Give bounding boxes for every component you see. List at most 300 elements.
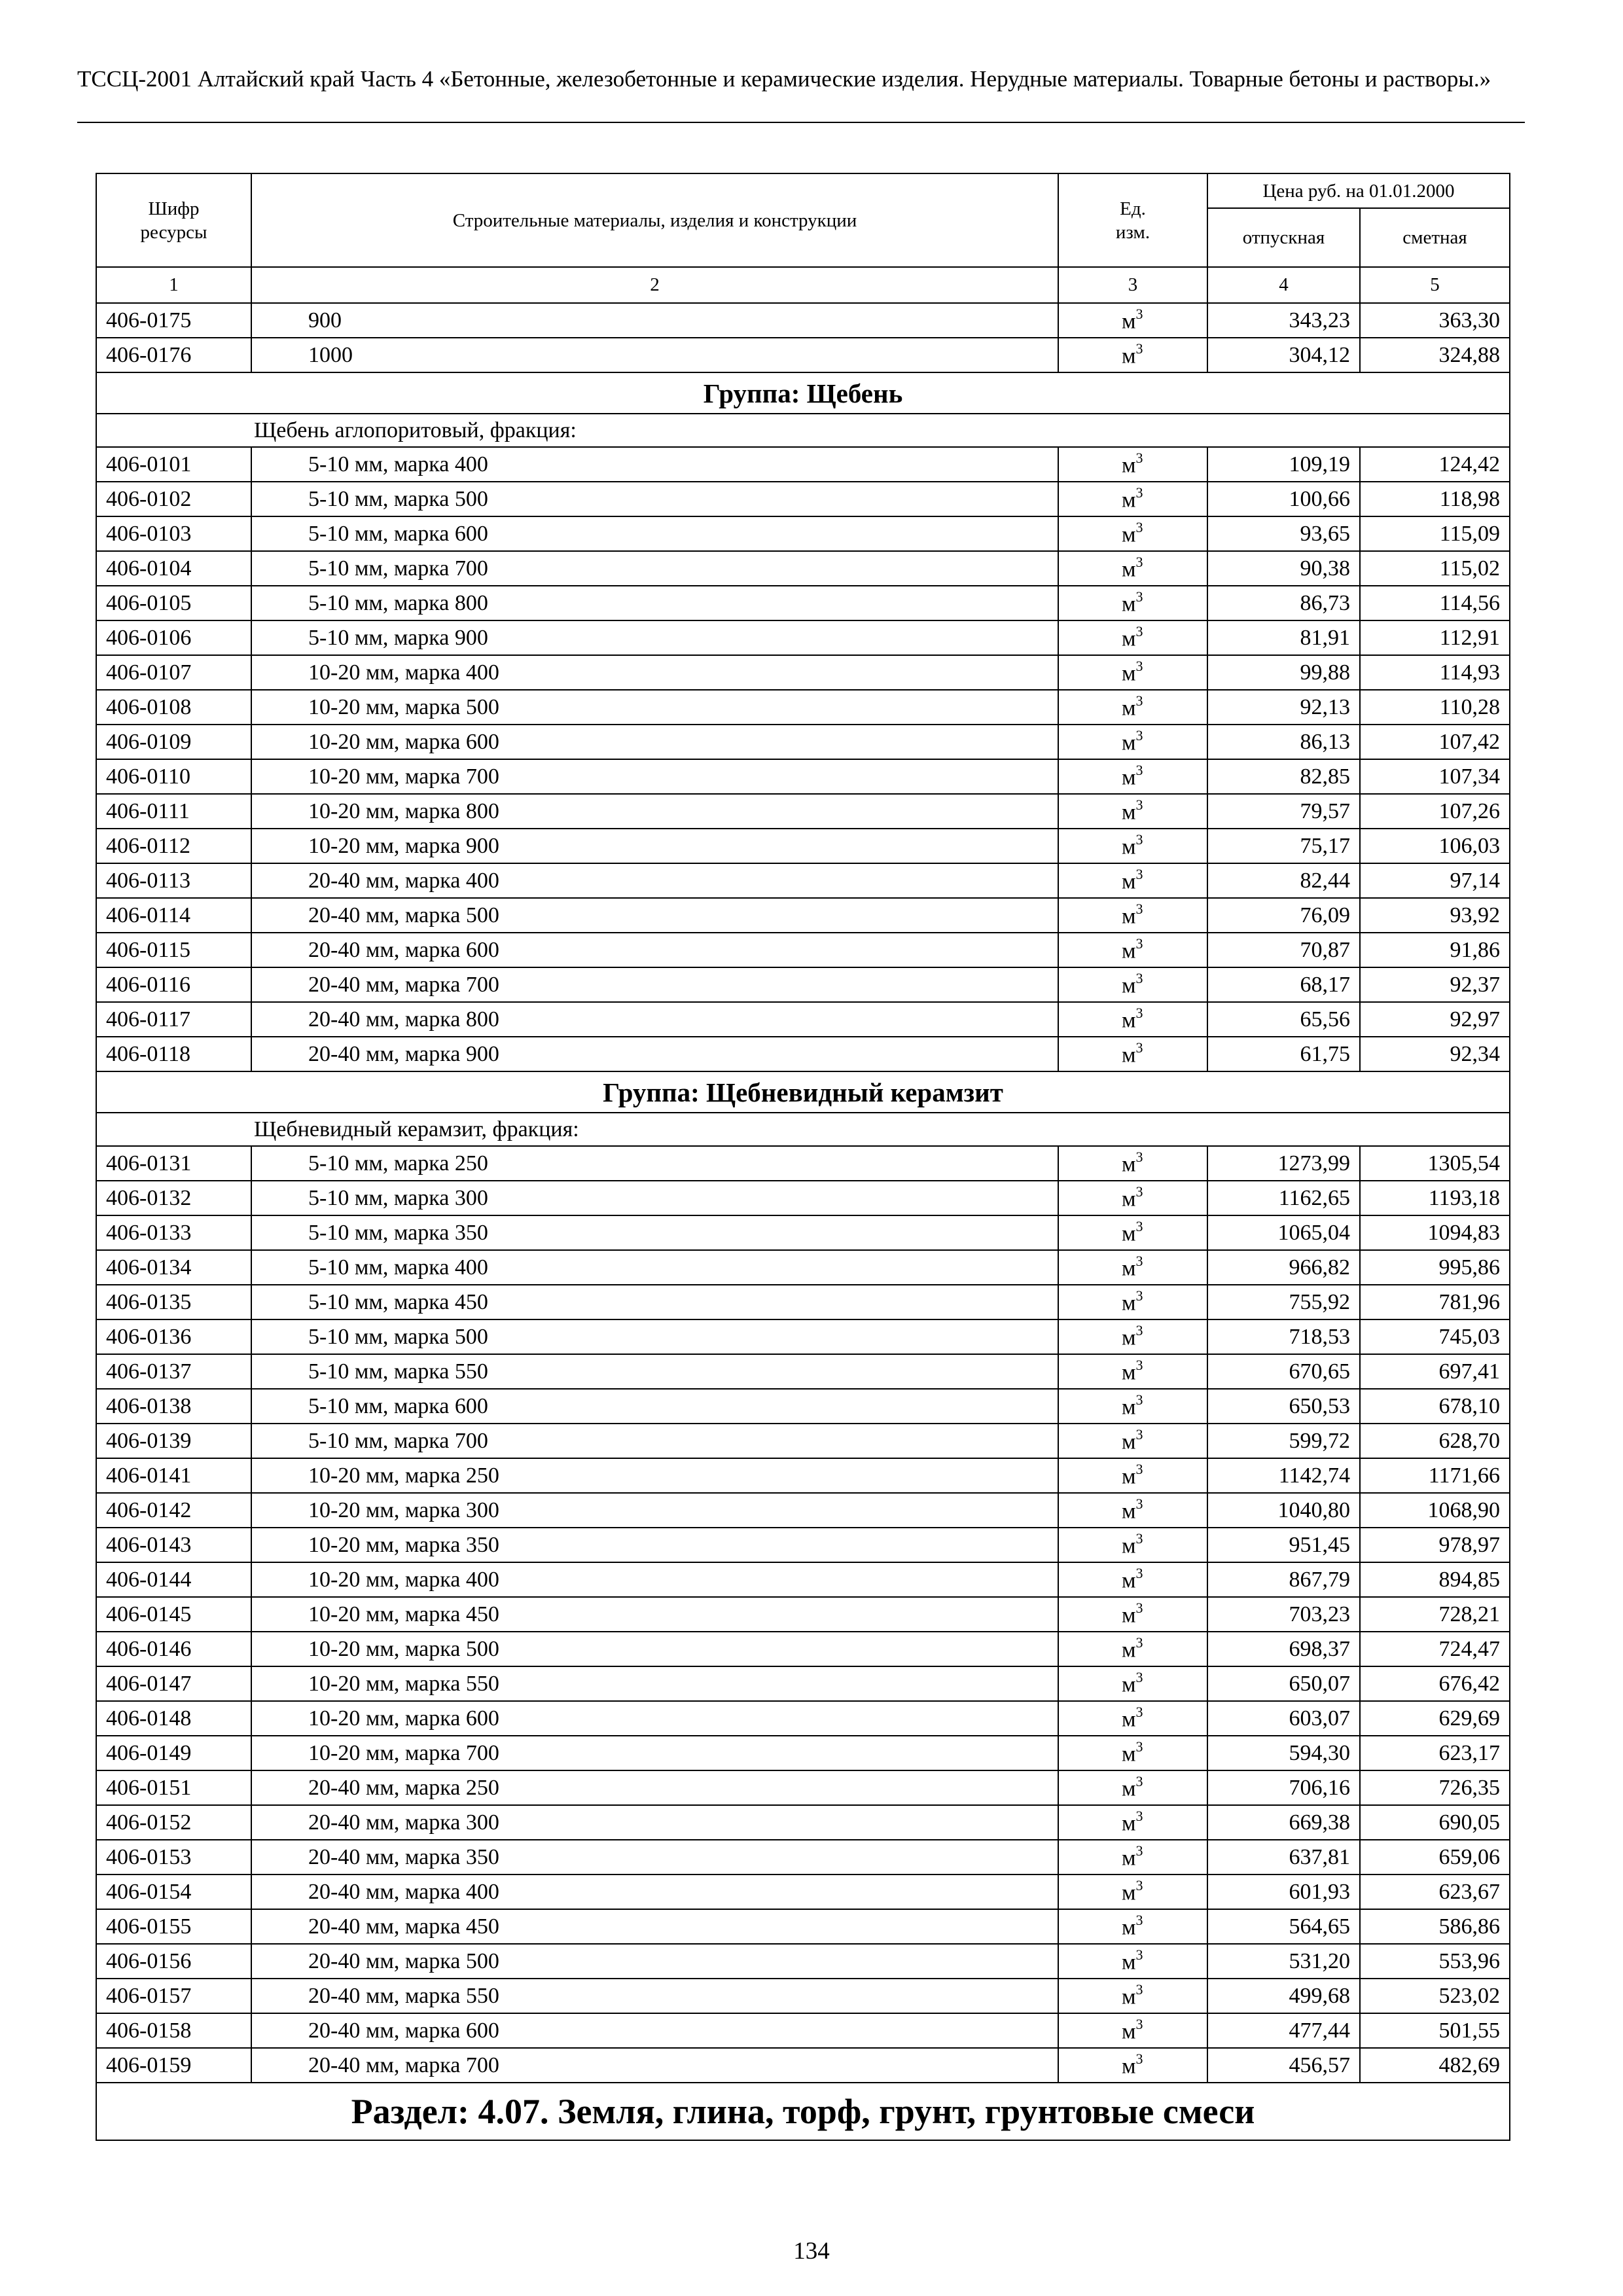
estimate-price: 697,41 [1360, 1354, 1510, 1389]
table-row [96, 1909, 1510, 1944]
estimate-price: 781,96 [1360, 1285, 1510, 1319]
resource-code: 406-0101 [96, 447, 251, 482]
unit-text: м [1122, 1984, 1136, 2009]
unit-cell [1058, 1037, 1207, 1071]
table-row [96, 1285, 1510, 1319]
resource-code: 406-0159 [96, 2048, 251, 2083]
resource-name: 10-20 мм, марка 400 [251, 1562, 1058, 1597]
unit-superscript: 3 [1135, 657, 1143, 674]
estimate-price: 724,47 [1360, 1632, 1510, 1666]
unit-text: м [1122, 1846, 1136, 1871]
resource-name: 10-20 мм, марка 500 [251, 690, 1058, 725]
unit-text: м [1122, 661, 1136, 686]
unit-superscript: 3 [1135, 1772, 1143, 1789]
unit-text: м [1122, 1291, 1136, 1316]
release-price: 343,23 [1207, 303, 1360, 338]
resource-name: 20-40 мм, марка 550 [251, 1979, 1058, 2013]
unit-superscript: 3 [1135, 484, 1143, 501]
release-price: 669,38 [1207, 1805, 1360, 1840]
estimate-price: 110,28 [1360, 690, 1510, 725]
column-number: 4 [1207, 267, 1360, 303]
estimate-price: 115,09 [1360, 516, 1510, 551]
unit-superscript: 3 [1135, 1738, 1143, 1755]
unit-cell [1058, 725, 1207, 759]
estimate-price: 1193,18 [1360, 1181, 1510, 1215]
unit-text: м [1122, 1187, 1136, 1211]
unit-superscript: 3 [1135, 1876, 1143, 1893]
unit-cell [1058, 1909, 1207, 1944]
unit-cell [1058, 1874, 1207, 1909]
release-price: 601,93 [1207, 1874, 1360, 1909]
resource-code: 406-0145 [96, 1597, 251, 1632]
unit-cell [1058, 2013, 1207, 2048]
header-release-price: отпускная [1207, 208, 1360, 267]
unit-text: м [1122, 1256, 1136, 1281]
unit-text: м [1122, 1811, 1136, 1836]
resource-code: 406-0118 [96, 1037, 251, 1071]
release-price: 698,37 [1207, 1632, 1360, 1666]
resource-code: 406-0137 [96, 1354, 251, 1389]
unit-superscript: 3 [1135, 1807, 1143, 1824]
resource-name: 5-10 мм, марка 500 [251, 482, 1058, 516]
resource-code: 406-0152 [96, 1805, 251, 1840]
unit-superscript: 3 [1135, 1703, 1143, 1720]
unit-text: м [1122, 1043, 1136, 1067]
table-row [96, 1493, 1510, 1528]
estimate-price: 623,17 [1360, 1736, 1510, 1770]
unit-text: м [1122, 1534, 1136, 1558]
section-heading: Раздел: 4.07. Земля, глина, торф, грунт, грунтовые смеси [96, 2083, 1510, 2140]
release-price: 99,88 [1207, 655, 1360, 690]
release-price: 1273,99 [1207, 1146, 1360, 1181]
table-row [96, 794, 1510, 829]
unit-text: м [1122, 765, 1136, 790]
release-price: 1040,80 [1207, 1493, 1360, 1528]
unit-text: м [1122, 973, 1136, 998]
unit-text: м [1122, 1008, 1136, 1033]
unit-cell [1058, 759, 1207, 794]
estimate-price: 363,30 [1360, 303, 1510, 338]
resource-name: 10-20 мм, марка 500 [251, 1632, 1058, 1666]
header-name: Строительные материалы, изделия и конструкции [251, 173, 1058, 267]
release-price: 599,72 [1207, 1424, 1360, 1458]
release-price: 603,07 [1207, 1701, 1360, 1736]
resource-code: 406-0109 [96, 725, 251, 759]
unit-text: м [1122, 1499, 1136, 1524]
resource-code: 406-0115 [96, 933, 251, 967]
unit-cell [1058, 1632, 1207, 1666]
release-price: 304,12 [1207, 338, 1360, 372]
unit-cell [1058, 1181, 1207, 1215]
resource-name: 10-20 мм, марка 700 [251, 759, 1058, 794]
unit-cell [1058, 1597, 1207, 1632]
unit-cell [1058, 898, 1207, 933]
table-row [96, 655, 1510, 690]
column-number: 1 [96, 267, 251, 303]
estimate-price: 106,03 [1360, 829, 1510, 863]
resource-code: 406-0139 [96, 1424, 251, 1458]
unit-cell [1058, 794, 1207, 829]
table-row [96, 1458, 1510, 1493]
estimate-price: 115,02 [1360, 551, 1510, 586]
resource-name: 900 [251, 303, 1058, 338]
resource-code: 406-0154 [96, 1874, 251, 1909]
unit-superscript: 3 [1135, 622, 1143, 639]
estimate-price: 118,98 [1360, 482, 1510, 516]
resource-name: 20-40 мм, марка 400 [251, 1874, 1058, 1909]
release-price: 90,38 [1207, 551, 1360, 586]
unit-text: м [1122, 1776, 1136, 1801]
unit-text: м [1122, 453, 1136, 478]
unit-text: м [1122, 522, 1136, 547]
unit-superscript: 3 [1135, 969, 1143, 986]
unit-superscript: 3 [1135, 692, 1143, 709]
unit-text: м [1122, 1603, 1136, 1628]
table-row [96, 1736, 1510, 1770]
unit-superscript: 3 [1135, 1004, 1143, 1021]
resource-name: 5-10 мм, марка 450 [251, 1285, 1058, 1319]
resource-name: 20-40 мм, марка 600 [251, 2013, 1058, 2048]
unit-cell [1058, 1979, 1207, 2013]
resource-code: 406-0141 [96, 1458, 251, 1493]
unit-text: м [1122, 800, 1136, 825]
unit-superscript: 3 [1135, 553, 1143, 570]
unit-text: м [1122, 626, 1136, 651]
resource-name: 5-10 мм, марка 300 [251, 1181, 1058, 1215]
unit-superscript: 3 [1135, 1148, 1143, 1165]
unit-text: м [1122, 1464, 1136, 1489]
resource-name: 20-40 мм, марка 250 [251, 1770, 1058, 1805]
release-price: 65,56 [1207, 1002, 1360, 1037]
unit-text: м [1122, 696, 1136, 721]
estimate-price: 92,37 [1360, 967, 1510, 1002]
release-price: 82,44 [1207, 863, 1360, 898]
release-price: 637,81 [1207, 1840, 1360, 1874]
unit-superscript: 3 [1135, 340, 1143, 357]
resource-code: 406-0148 [96, 1701, 251, 1736]
resource-name: 20-40 мм, марка 400 [251, 863, 1058, 898]
header-estimate-price: сметная [1360, 208, 1510, 267]
release-price: 76,09 [1207, 898, 1360, 933]
unit-superscript: 3 [1135, 1183, 1143, 1200]
unit-cell [1058, 967, 1207, 1002]
resource-name: 20-40 мм, марка 800 [251, 1002, 1058, 1037]
unit-superscript: 3 [1135, 1217, 1143, 1234]
table-row [96, 1146, 1510, 1181]
unit-text: м [1122, 1568, 1136, 1593]
resource-name: 10-20 мм, марка 300 [251, 1493, 1058, 1528]
resource-name: 10-20 мм, марка 250 [251, 1458, 1058, 1493]
resource-code: 406-0157 [96, 1979, 251, 2013]
unit-superscript: 3 [1135, 1981, 1143, 1998]
resource-name: 5-10 мм, марка 400 [251, 1250, 1058, 1285]
resource-code: 406-0105 [96, 586, 251, 620]
resource-code: 406-0146 [96, 1632, 251, 1666]
resource-name: 5-10 мм, марка 400 [251, 447, 1058, 482]
release-price: 1162,65 [1207, 1181, 1360, 1215]
unit-superscript: 3 [1135, 935, 1143, 952]
release-price: 706,16 [1207, 1770, 1360, 1805]
unit-cell [1058, 551, 1207, 586]
table-row [96, 690, 1510, 725]
resource-name: 5-10 мм, марка 600 [251, 1389, 1058, 1424]
release-price: 564,65 [1207, 1909, 1360, 1944]
resource-code: 406-0138 [96, 1389, 251, 1424]
resource-code: 406-0131 [96, 1146, 251, 1181]
resource-code: 406-0117 [96, 1002, 251, 1037]
estimate-price: 678,10 [1360, 1389, 1510, 1424]
table-row [96, 1389, 1510, 1424]
header-rule [77, 122, 1525, 123]
column-number-row [96, 267, 1510, 303]
table-row [96, 516, 1510, 551]
table-row [96, 1597, 1510, 1632]
unit-cell [1058, 516, 1207, 551]
column-number: 3 [1058, 267, 1207, 303]
estimate-price: 1068,90 [1360, 1493, 1510, 1528]
table-row [96, 1666, 1510, 1701]
release-price: 75,17 [1207, 829, 1360, 863]
unit-cell [1058, 1319, 1207, 1354]
resource-name: 20-40 мм, марка 500 [251, 898, 1058, 933]
page-number: 134 [793, 2238, 830, 2265]
table-row [96, 1770, 1510, 1805]
unit-superscript: 3 [1135, 831, 1143, 848]
release-price: 82,85 [1207, 759, 1360, 794]
unit-cell [1058, 1285, 1207, 1319]
estimate-price: 91,86 [1360, 933, 1510, 967]
resource-name: 20-40 мм, марка 700 [251, 2048, 1058, 2083]
table-row [96, 586, 1510, 620]
unit-cell [1058, 1250, 1207, 1285]
resource-name: 1000 [251, 338, 1058, 372]
estimate-price: 586,86 [1360, 1909, 1510, 1944]
unit-text: м [1122, 1638, 1136, 1662]
resource-name: 10-20 мм, марка 400 [251, 655, 1058, 690]
unit-cell [1058, 2048, 1207, 2083]
resource-code: 406-0103 [96, 516, 251, 551]
table-row [96, 482, 1510, 516]
release-price: 670,65 [1207, 1354, 1360, 1389]
column-number: 2 [251, 267, 1058, 303]
table-header-row [96, 173, 1510, 208]
resource-name: 5-10 мм, марка 700 [251, 551, 1058, 586]
estimate-price: 92,97 [1360, 1002, 1510, 1037]
unit-cell [1058, 933, 1207, 967]
release-price: 718,53 [1207, 1319, 1360, 1354]
resource-name: 5-10 мм, марка 900 [251, 620, 1058, 655]
subgroup-row [96, 1113, 1510, 1146]
resource-code: 406-0107 [96, 655, 251, 690]
table-row [96, 551, 1510, 586]
table-row [96, 2048, 1510, 2083]
unit-superscript: 3 [1135, 1039, 1143, 1056]
resource-code: 406-0132 [96, 1181, 251, 1215]
subgroup-row [96, 414, 1510, 447]
unit-text: м [1122, 834, 1136, 859]
release-price: 867,79 [1207, 1562, 1360, 1597]
estimate-price: 894,85 [1360, 1562, 1510, 1597]
unit-text: м [1122, 1152, 1136, 1177]
unit-text: м [1122, 2019, 1136, 2044]
resource-name: 20-40 мм, марка 700 [251, 967, 1058, 1002]
resource-name: 10-20 мм, марка 800 [251, 794, 1058, 829]
release-price: 79,57 [1207, 794, 1360, 829]
unit-cell [1058, 655, 1207, 690]
unit-text: м [1122, 1672, 1136, 1697]
release-price: 951,45 [1207, 1528, 1360, 1562]
unit-cell [1058, 863, 1207, 898]
resource-code: 406-0104 [96, 551, 251, 586]
table-body [96, 173, 1510, 2140]
unit-cell [1058, 690, 1207, 725]
resource-code: 406-0143 [96, 1528, 251, 1562]
unit-superscript: 3 [1135, 1287, 1143, 1304]
unit-cell [1058, 1424, 1207, 1458]
unit-superscript: 3 [1135, 1252, 1143, 1269]
unit-text: м [1122, 1707, 1136, 1732]
unit-cell [1058, 829, 1207, 863]
unit-superscript: 3 [1135, 1946, 1143, 1963]
table-row [96, 2013, 1510, 2048]
unit-cell [1058, 586, 1207, 620]
table-row [96, 620, 1510, 655]
estimate-price: 745,03 [1360, 1319, 1510, 1354]
resource-name: 10-20 мм, марка 350 [251, 1528, 1058, 1562]
unit-superscript: 3 [1135, 588, 1143, 605]
release-price: 92,13 [1207, 690, 1360, 725]
estimate-price: 1094,83 [1360, 1215, 1510, 1250]
unit-text: м [1122, 1950, 1136, 1975]
resource-code: 406-0151 [96, 1770, 251, 1805]
unit-cell [1058, 1528, 1207, 1562]
resource-code: 406-0106 [96, 620, 251, 655]
resource-code: 406-0147 [96, 1666, 251, 1701]
resource-name: 20-40 мм, марка 600 [251, 933, 1058, 967]
estimate-price: 995,86 [1360, 1250, 1510, 1285]
table-row [96, 863, 1510, 898]
estimate-price: 114,93 [1360, 655, 1510, 690]
table-row [96, 1632, 1510, 1666]
table-row [96, 967, 1510, 1002]
unit-text: м [1122, 1221, 1136, 1246]
resource-code: 406-0142 [96, 1493, 251, 1528]
unit-cell [1058, 1736, 1207, 1770]
unit-cell [1058, 1215, 1207, 1250]
unit-superscript: 3 [1135, 1321, 1143, 1338]
table-row [96, 1840, 1510, 1874]
unit-cell [1058, 447, 1207, 482]
resource-code: 406-0158 [96, 2013, 251, 2048]
resource-name: 5-10 мм, марка 350 [251, 1215, 1058, 1250]
unit-text: м [1122, 1395, 1136, 1420]
unit-cell [1058, 1146, 1207, 1181]
unit-cell [1058, 1770, 1207, 1805]
unit-superscript: 3 [1135, 2050, 1143, 2067]
estimate-price: 112,91 [1360, 620, 1510, 655]
estimate-price: 690,05 [1360, 1805, 1510, 1840]
resource-code: 406-0156 [96, 1944, 251, 1979]
resource-name: 5-10 мм, марка 500 [251, 1319, 1058, 1354]
resource-name: 10-20 мм, марка 600 [251, 725, 1058, 759]
unit-superscript: 3 [1135, 518, 1143, 535]
release-price: 966,82 [1207, 1250, 1360, 1285]
estimate-price: 726,35 [1360, 1770, 1510, 1805]
table-row [96, 1037, 1510, 1071]
subgroup-label: Щебень аглопоритовый, фракция: [96, 414, 1510, 447]
unit-text: м [1122, 730, 1136, 755]
resource-name: 5-10 мм, марка 250 [251, 1146, 1058, 1181]
unit-superscript: 3 [1135, 1599, 1143, 1616]
unit-superscript: 3 [1135, 305, 1143, 322]
table-row [96, 1002, 1510, 1037]
unit-cell [1058, 1666, 1207, 1701]
table-row [96, 1181, 1510, 1215]
unit-superscript: 3 [1135, 900, 1143, 917]
resource-name: 5-10 мм, марка 600 [251, 516, 1058, 551]
table-row [96, 303, 1510, 338]
unit-superscript: 3 [1135, 1391, 1143, 1408]
estimate-price: 107,42 [1360, 725, 1510, 759]
estimate-price: 523,02 [1360, 1979, 1510, 2013]
release-price: 70,87 [1207, 933, 1360, 967]
release-price: 109,19 [1207, 447, 1360, 482]
resource-name: 10-20 мм, марка 900 [251, 829, 1058, 863]
resource-price-table [96, 173, 1510, 2141]
resource-name: 5-10 мм, марка 550 [251, 1354, 1058, 1389]
estimate-price: 107,34 [1360, 759, 1510, 794]
unit-cell [1058, 1389, 1207, 1424]
estimate-price: 629,69 [1360, 1701, 1510, 1736]
resource-code: 406-0155 [96, 1909, 251, 1944]
resource-code: 406-0134 [96, 1250, 251, 1285]
release-price: 531,20 [1207, 1944, 1360, 1979]
unit-text: м [1122, 488, 1136, 512]
unit-cell [1058, 1562, 1207, 1597]
estimate-price: 324,88 [1360, 338, 1510, 372]
release-price: 1142,74 [1207, 1458, 1360, 1493]
table-row [96, 1354, 1510, 1389]
release-price: 81,91 [1207, 620, 1360, 655]
group-heading-row [96, 1071, 1510, 1113]
release-price: 477,44 [1207, 2013, 1360, 2048]
estimate-price: 114,56 [1360, 586, 1510, 620]
resource-code: 406-0175 [96, 303, 251, 338]
unit-cell [1058, 303, 1207, 338]
estimate-price: 97,14 [1360, 863, 1510, 898]
table-row [96, 1701, 1510, 1736]
unit-text: м [1122, 939, 1136, 963]
estimate-price: 92,34 [1360, 1037, 1510, 1071]
release-price: 68,17 [1207, 967, 1360, 1002]
header-code: Шифр ресурсы [96, 173, 251, 267]
resource-name: 20-40 мм, марка 450 [251, 1909, 1058, 1944]
estimate-price: 124,42 [1360, 447, 1510, 482]
table-row [96, 933, 1510, 967]
release-price: 61,75 [1207, 1037, 1360, 1071]
unit-cell [1058, 1805, 1207, 1840]
unit-superscript: 3 [1135, 865, 1143, 882]
unit-cell [1058, 1493, 1207, 1528]
unit-superscript: 3 [1135, 1634, 1143, 1651]
resource-code: 406-0102 [96, 482, 251, 516]
resource-code: 406-0135 [96, 1285, 251, 1319]
section-heading-row [96, 2083, 1510, 2140]
resource-code: 406-0133 [96, 1215, 251, 1250]
unit-cell [1058, 338, 1207, 372]
table-row [96, 759, 1510, 794]
table-row [96, 898, 1510, 933]
